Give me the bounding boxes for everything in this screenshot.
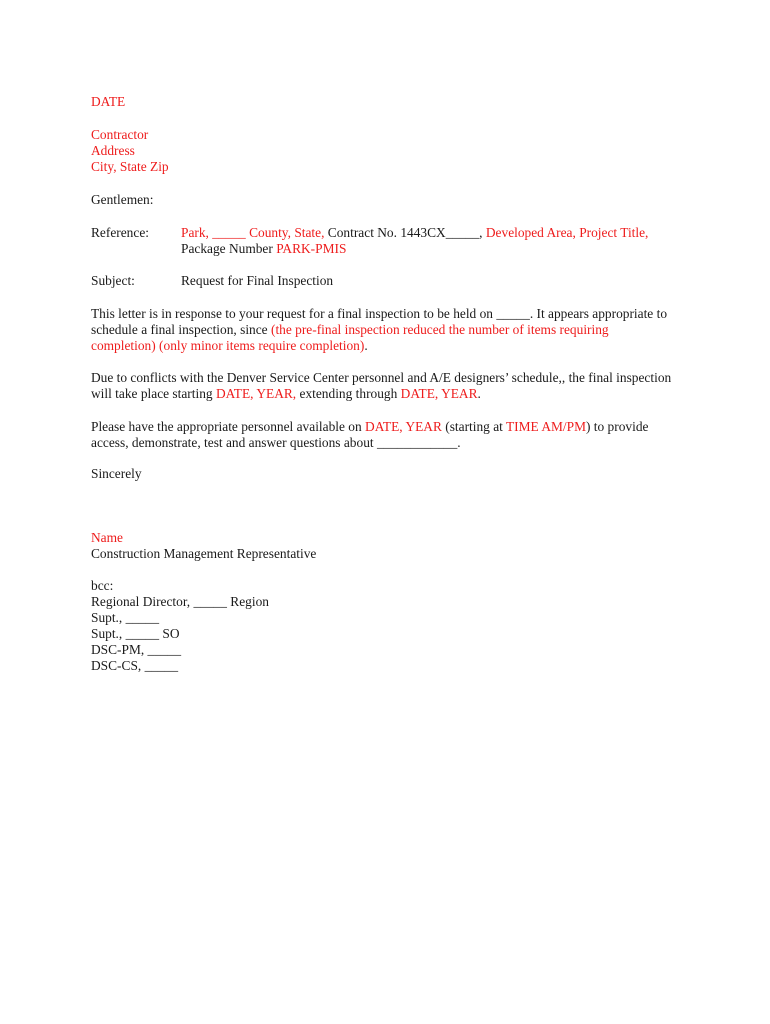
paragraph-2-line-1: Due to conflicts with the Denver Service Center personnel and A/E designers’ schedule,, the final inspection [91,370,672,385]
salutation: Gentlemen: [91,192,154,207]
paragraph-2-text-a: will take place starting [91,386,216,401]
paragraph-3-time: TIME AM/PM [506,419,586,434]
recipient-address [91,127,691,175]
reference-contract-no: Contract No. 1443CX_____, [324,225,483,240]
bcc-list [91,578,691,674]
paragraph-3-text-b: (starting at [441,419,506,434]
reference-label: Reference: [91,225,149,240]
reference-line-1 [181,225,681,241]
paragraph-1-line-2-text: schedule a final inspection, since [91,322,271,337]
paragraph-2-period: . [477,386,481,401]
paragraph-3 [91,419,691,451]
signature-block [91,530,691,562]
reference-project-title: Developed Area, Project Title, [482,225,649,240]
subject-label: Subject: [91,273,135,288]
subject-text: Request for Final Inspection [181,273,334,288]
paragraph-1-line-2 [91,322,691,338]
paragraph-1-line-3 [91,338,691,354]
reference-package-label: Package Number [181,241,277,256]
reference-package-number: PARK-PMIS [276,241,347,256]
reference-park-county: Park, _____ County, State, [181,225,325,240]
bcc-item: DSC-CS, _____ [91,658,179,673]
paragraph-2 [91,370,691,402]
paragraph-1-line-3-period: . [364,338,368,353]
reference-text [181,225,681,257]
recipient-line-1: Contractor [91,127,149,142]
paragraph-3-text-c: ) to provide [585,419,649,434]
paragraph-2-start-date: DATE, YEAR, [215,386,297,401]
date-placeholder: DATE [91,94,126,109]
closing: Sincerely [91,466,142,481]
reference-line-2 [181,241,681,257]
paragraph-1 [91,306,691,354]
paragraph-1-line-3-placeholder: completion) (only minor items require completion) [91,338,365,353]
bcc-label: bcc: [91,578,114,593]
bcc-item: Supt., _____ SO [91,626,180,641]
paragraph-3-line-2: access, demonstrate, test and answer questions about ____________. [91,435,461,450]
paragraph-3-text-a: Please have the appropriate personnel available on [91,419,366,434]
paragraph-1-line-1: This letter is in response to your request for a final inspection to be held on _____. It appears appropriate to [91,306,668,321]
recipient-line-3: City, State Zip [91,159,169,174]
bcc-item: DSC-PM, _____ [91,642,182,657]
signature-title: Construction Management Representative [91,546,317,561]
paragraph-2-end-date: DATE, YEAR [400,386,478,401]
signature-name: Name [91,530,123,545]
paragraph-2-text-b: extending through [296,386,401,401]
bcc-item: Supt., _____ [91,610,160,625]
recipient-line-2: Address [91,143,135,158]
paragraph-3-line-1 [91,419,691,435]
paragraph-3-date: DATE, YEAR [365,419,442,434]
paragraph-2-line-2 [91,386,691,402]
paragraph-1-line-2-placeholder: (the pre-final inspection reduced the number of items requiring [270,322,609,337]
bcc-item: Regional Director, _____ Region [91,594,269,609]
